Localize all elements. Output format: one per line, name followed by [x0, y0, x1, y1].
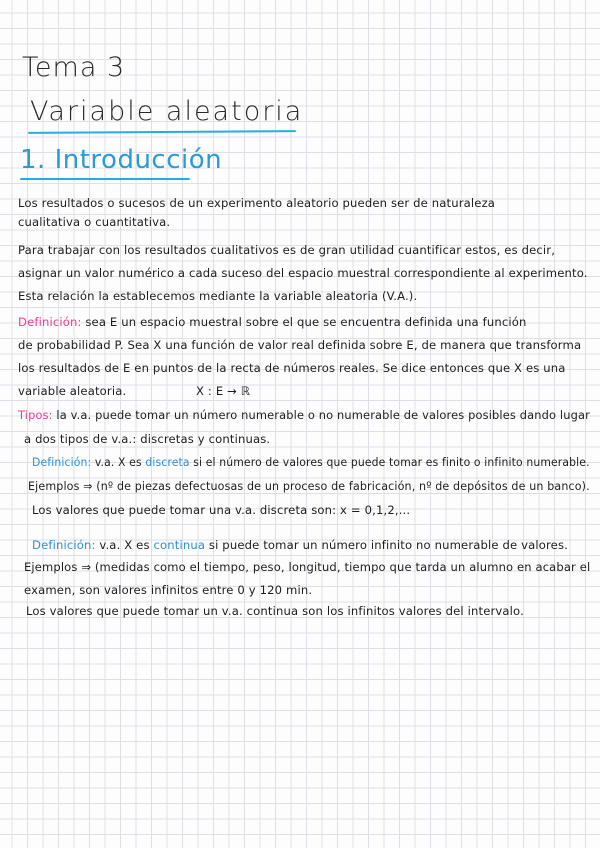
subject-underline: [28, 130, 296, 134]
types-label: Tipos:: [18, 408, 53, 422]
text-line: los resultados de E en puntos de la recta de números reales. Se dice entonces que X es una: [18, 361, 566, 375]
section-underline: [20, 178, 190, 180]
definition-label: Definición:: [32, 538, 96, 552]
definition-label: Definición:: [18, 315, 82, 329]
types-line: [18, 408, 590, 422]
continua-keyword: continua: [153, 538, 206, 552]
definition-line: [18, 315, 527, 329]
definition-text: si puede tomar un número infinito no numerable de valores.: [205, 538, 568, 552]
text-line: Los valores que puede tomar una v.a. discreta son: x = 0,1,2,...: [32, 503, 411, 517]
text-line: variable aleatoria.: [18, 384, 127, 398]
definition-text: si el número de valores que puede tomar es finito o infinito numerable.: [189, 455, 590, 469]
text-line: Los valores que puede tomar un v.a. continua son los infinitos valores del intervalo.: [26, 604, 524, 618]
section-heading: 1. Introducción: [20, 145, 223, 175]
text-line: asignar un valor numérico a cada suceso del espacio muestral correspondiente al experimento.: [18, 266, 588, 280]
text-line: Ejemplos ⇒ (medidas como el tiempo, peso, longitud, tiempo que tarda un alumno en acabar el: [24, 560, 591, 574]
formula: X : E → ℝ: [196, 384, 251, 398]
subject-title: Variable aleatoria: [30, 96, 304, 127]
text-line: Esta relación la establecemos mediante la variable aleatoria (V.A.).: [18, 289, 418, 303]
types-text: la v.a. puede tomar un número numerable o no numerable de valores posibles dando lugar: [52, 408, 590, 422]
text-line: de probabilidad P. Sea X una función de valor real definida sobre E, de manera que transforma: [18, 338, 582, 352]
text-line: Ejemplos ⇒ (nº de piezas defectuosas de un proceso de fabricación, nº de depósitos de un banco).: [28, 479, 590, 493]
tema-title: Tema 3: [22, 52, 126, 83]
definition-text: v.a. X es: [91, 455, 146, 469]
text-line: examen, son valores infinitos entre 0 y 120 min.: [24, 583, 313, 597]
definition-text: v.a. X es: [95, 538, 154, 552]
text-line: a dos tipos de v.a.: discretas y continuas.: [24, 432, 271, 446]
text-line: cualitativa o cuantitativa.: [18, 215, 171, 229]
discrete-definition: [32, 455, 590, 469]
text-line: Los resultados o sucesos de un experimento aleatorio pueden ser de naturaleza: [18, 196, 496, 210]
continuous-definition: [32, 538, 568, 552]
definition-label: Definición:: [32, 455, 92, 469]
text-line: Para trabajar con los resultados cualitativos es de gran utilidad cuantificar estos, es decir,: [18, 243, 556, 257]
discreta-keyword: discreta: [145, 455, 190, 469]
definition-text: sea E un espacio muestral sobre el que se encuentra definida una función: [81, 315, 527, 329]
